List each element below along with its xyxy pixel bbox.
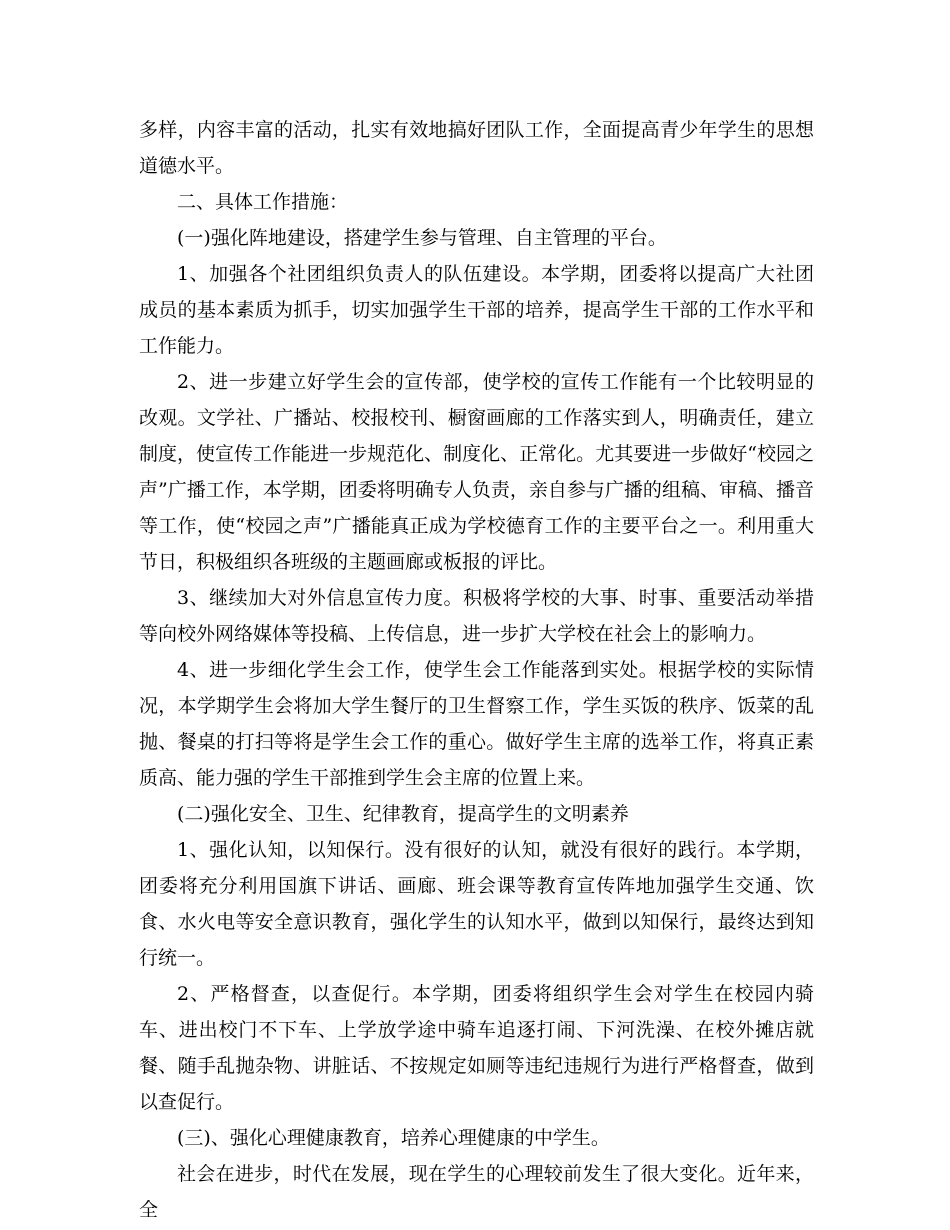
paragraph-continuation: 多样，内容丰富的活动，扎实有效地搞好团队工作，全面提高青少年学生的思想道德水平。 bbox=[139, 119, 814, 177]
subsection-heading-2: (二)强化安全、卫生、纪律教育，提高学生的文明素养 bbox=[177, 803, 629, 825]
paragraph-item-6: 2、严格督查，以查促行。本学期，团委将组织学生会对学生在校园内骑车、进出校门不下车、上学放学途中骑车追逐打闹、下河洗澡、在校外摊店就餐、随手乱抛杂物、讲脏话、不按规定如厕等违纪违规行为进行严格督查，做到以查促行。 bbox=[139, 983, 814, 1113]
subsection-heading-1: (一)强化阵地建设，搭建学生参与管理、自主管理的平台。 bbox=[177, 227, 667, 249]
paragraph-item-3: 3、继续加大对外信息宣传力度。积极将学校的大事、时事、重要活动举措等向校外网络媒体等投稿、上传信息，进一步扩大学校在社会上的影响力。 bbox=[139, 587, 814, 645]
paragraph-item-1: 1、加强各个社团组织负责人的队伍建设。本学期，团委将以提高广大社团成员的基本素质为抓手，切实加强学生干部的培养，提高学生干部的工作水平和工作能力。 bbox=[139, 263, 814, 357]
subsection-heading-3: (三)、强化心理健康教育，培养心理健康的中学生。 bbox=[177, 1127, 610, 1149]
document-body bbox=[139, 112, 814, 1228]
paragraph-item-4: 4、进一步细化学生会工作，使学生会工作能落到实处。根据学校的实际情况，本学期学生会将加大学生餐厅的卫生督察工作，学生买饭的秩序、饭菜的乱抛、餐桌的打扫等将是学生会工作的重心。做好学生主席的选举工作，将真正素质高、能力强的学生干部推到学生会主席的位置上来。 bbox=[139, 659, 814, 789]
paragraph-item-2: 2、进一步建立好学生会的宣传部，使学校的宣传工作能有一个比较明显的改观。文学社、广播站、校报校刊、橱窗画廊的工作落实到人，明确责任，建立制度，使宣传工作能进一步规范化、制度化、正常化。尤其要进一步做好“校园之声”广播工作，本学期，团委将明确专人负责，亲自参与广播的组稿、审稿、播音等工作，使“校园之声”广播能真正成为学校德育工作的主要平台之一。利用重大节日，积极组织各班级的主题画廊或板报的评比。 bbox=[139, 371, 814, 573]
section-heading-measures: 二、具体工作措施： bbox=[177, 191, 349, 213]
paragraph-item-5: 1、强化认知，以知保行。没有很好的认知，就没有很好的践行。本学期，团委将充分利用国旗下讲话、画廊、班会课等教育宣传阵地加强学生交通、饮食、水火电等安全意识教育，强化学生的认知水平，做到以知保行，最终达到知行统一。 bbox=[139, 839, 814, 969]
paragraph-trailing: 社会在进步，时代在发展，现在学生的心理较前发生了很大变化。近年来，全 bbox=[139, 1163, 814, 1221]
